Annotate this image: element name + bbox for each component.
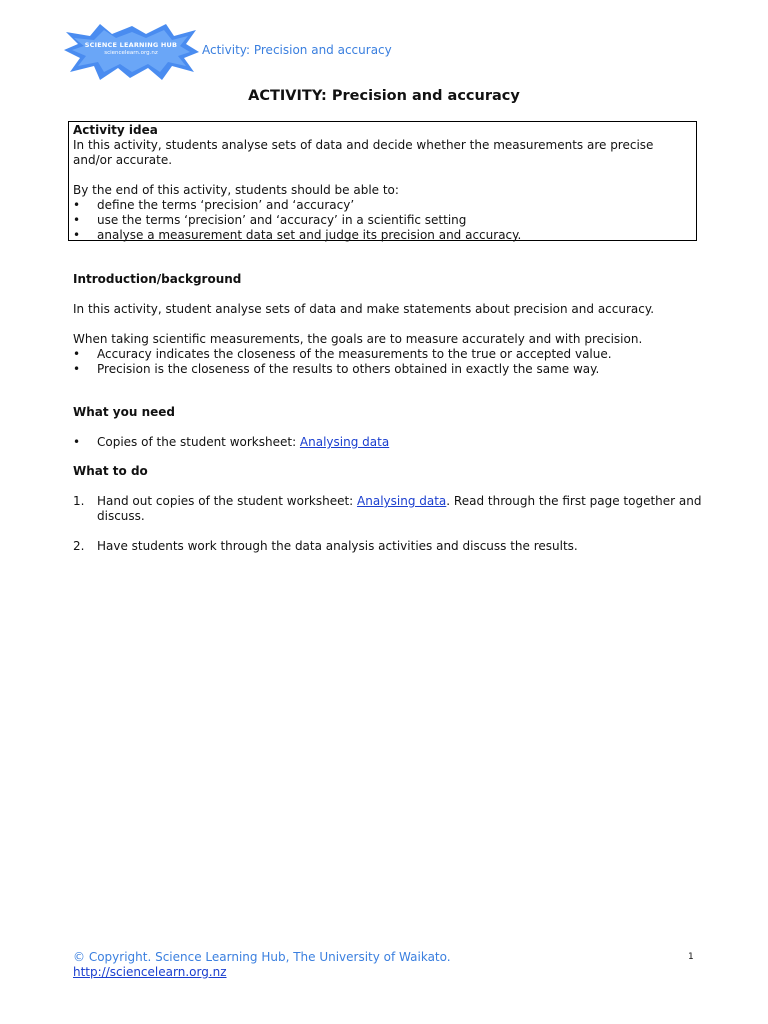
list-item xyxy=(73,198,692,213)
outcome-text: define the terms ‘precision’ and ‘accuracy’ xyxy=(97,198,355,212)
list-item xyxy=(73,539,703,554)
intro-paragraph: When taking scientific measurements, the goals are to measure accurately and with precision. xyxy=(73,332,643,346)
footer-url-link[interactable]: http://sciencelearn.org.nz xyxy=(73,965,227,979)
todo-section xyxy=(73,464,703,554)
section-heading: What you need xyxy=(73,405,175,419)
intro-bullet-text: Precision is the closeness of the results to others obtained in exactly the same way. xyxy=(97,362,600,376)
list-item xyxy=(73,228,692,243)
need-section xyxy=(73,405,703,450)
section-heading: What to do xyxy=(73,464,148,478)
step-number: 2. xyxy=(73,539,85,553)
bullet-icon: • xyxy=(73,198,81,212)
bullet-icon: • xyxy=(73,347,81,361)
activity-idea-heading: Activity idea xyxy=(73,123,158,137)
intro-section xyxy=(73,272,703,377)
bullet-icon: • xyxy=(73,213,81,227)
outcome-text: use the terms ‘precision’ and ‘accuracy’ in a scientific setting xyxy=(97,213,467,227)
outcome-text: analyse a measurement data set and judge its precision and accuracy. xyxy=(97,228,522,242)
list-item xyxy=(73,494,703,524)
footer xyxy=(73,950,451,980)
analysing-data-link[interactable]: Analysing data xyxy=(357,494,447,508)
section-heading: Introduction/background xyxy=(73,272,242,286)
bullet-icon: • xyxy=(73,435,81,449)
activity-idea-intro: In this activity, students analyse sets of data and decide whether the measurements are precise and/or accurate. xyxy=(73,138,654,167)
outcomes-lead: By the end of this activity, students should be able to: xyxy=(73,183,399,197)
step-text: Hand out copies of the student worksheet: xyxy=(97,494,358,508)
page-title: ACTIVITY: Precision and accuracy xyxy=(248,88,520,104)
logo-text-title: SCIENCE LEARNING HUB xyxy=(84,41,178,49)
list-item xyxy=(73,213,692,228)
bullet-icon: • xyxy=(73,362,81,376)
page-number: 1 xyxy=(688,952,694,962)
step-text-suffix: . Read through the first page together and discuss. xyxy=(97,494,702,523)
science-learning-hub-logo[interactable] xyxy=(62,22,200,82)
list-item xyxy=(73,362,703,377)
analysing-data-link[interactable]: Analysing data xyxy=(299,435,390,449)
logo-text-url: sciencelearn.org.nz xyxy=(104,50,158,56)
list-item xyxy=(73,435,703,450)
bullet-icon: • xyxy=(73,228,81,242)
copyright-text: © Copyright. Science Learning Hub, The University of Waikato. xyxy=(73,950,451,964)
intro-bullet-text: Accuracy indicates the closeness of the measurements to the true or accepted value. xyxy=(97,347,612,361)
need-item-text: Copies of the student worksheet: xyxy=(97,435,300,449)
list-item xyxy=(73,347,703,362)
activity-idea-box xyxy=(68,121,697,241)
header-activity-label: Activity: Precision and accuracy xyxy=(202,43,392,57)
intro-paragraph: In this activity, student analyse sets of data and make statements about precision and accuracy. xyxy=(73,302,655,316)
step-number: 1. xyxy=(73,494,85,508)
step-text: Have students work through the data analysis activities and discuss the results. xyxy=(97,539,578,553)
